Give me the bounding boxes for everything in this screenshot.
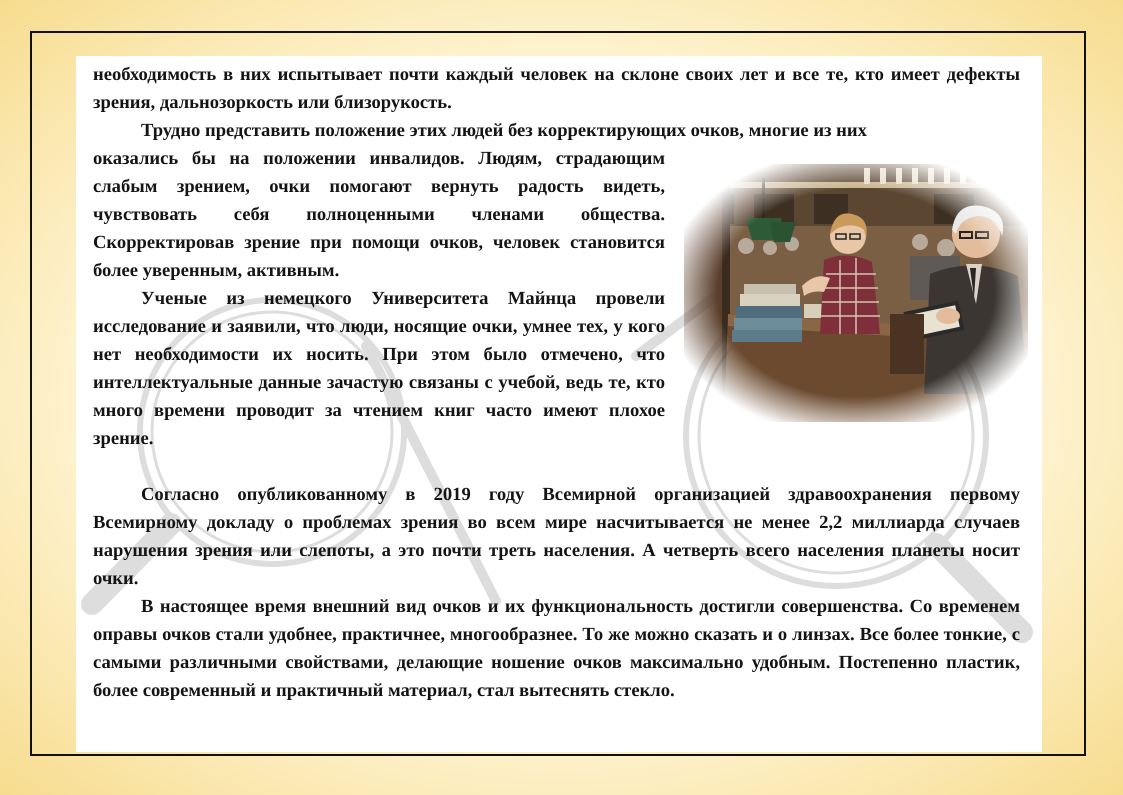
paragraph-5: В настоящее время внешний вид очков и их функциональность достигли совершенства. Со временем оправы очков стали удобнее, практичнее, многообразнее. То же можно сказать и о линзах. Все более тонкие, с самыми различными свойствами, делающие ношение очков максимально удобным. Постепенно пластик, более современный и практичный материал, стал вытеснять стекло. [93, 596, 1020, 701]
paragraph-2-body: оказались бы на положении инвалидов. Людям, страдающим слабым зрением, очки помогают вернуть радость видеть, чувствовать себя полноценными членами общества. Скорректировав зрение при помощи очков, человек становится более уверенным, активным. [93, 148, 665, 281]
library-reading-photo [684, 164, 1028, 422]
paragraph-1: необходимость в них испытывает почти каждый человек на склоне своих лет и все те, кто имеет дефекты зрения, дальнозоркость или близорукость. [93, 64, 1020, 113]
paragraph-2-lead: Трудно представить положение этих людей без корректирующих очков, многие из них [141, 120, 867, 141]
paragraph-4: Согласно опубликованному в 2019 году Всемирной организацией здравоохранения первому Всемирному докладу о проблемах зрения во всем мире насчитывается не менее 2,2 миллиарда случаев нарушения зрения или слепоты, а это почти треть населения. А четверть всего населения планеты носит очки. [93, 484, 1020, 589]
text-panel [76, 56, 1042, 752]
paragraph-3: Ученые из немецкого Университета Майнца провели исследование и заявили, что люди, носящие очки, умнее тех, у кого нет необходимости их носить. При этом было отмечено, что интеллектуальные данные зачастую связаны с учебой, ведь те, кто много времени проводит за чтением книг часто имеют плохое зрение. [93, 288, 665, 449]
